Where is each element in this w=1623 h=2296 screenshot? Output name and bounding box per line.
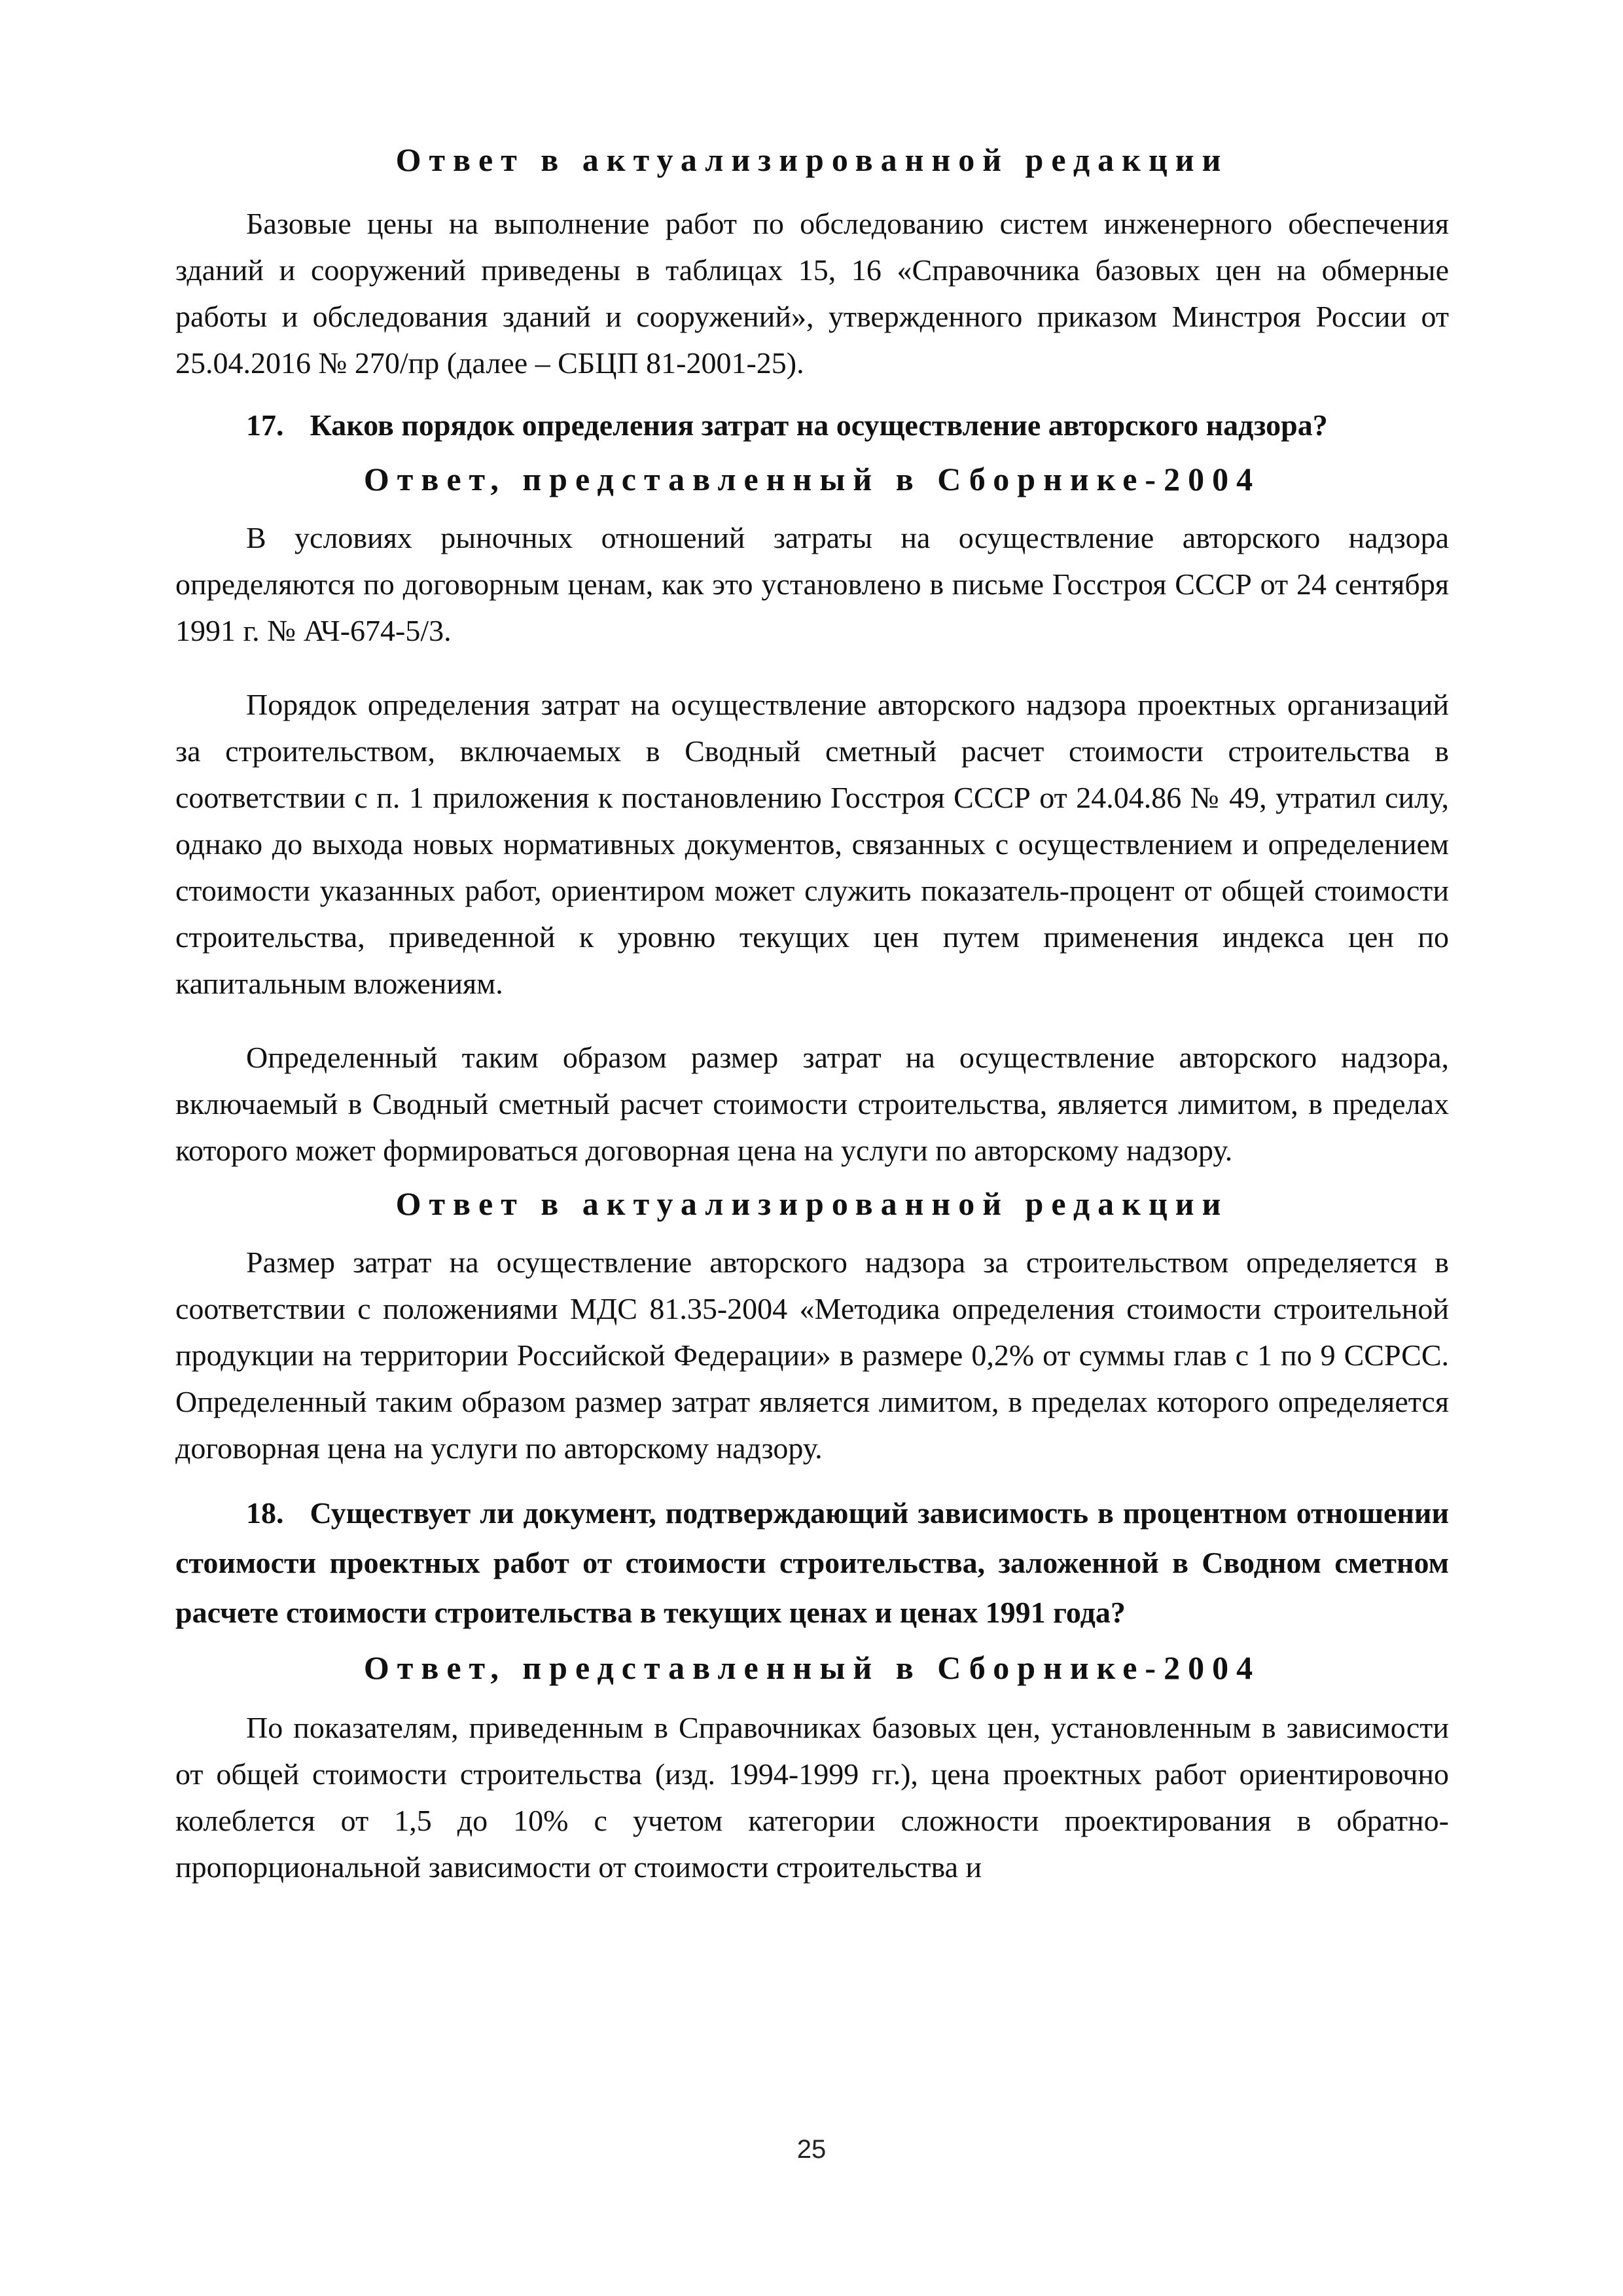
question-number: 18. bbox=[246, 1496, 284, 1530]
question-text: Существует ли документ, подтверждающий зависимость в процентном отношении стоимости проектных работ от стоимости строительства, заложенной в Сводном сметном расчете стоимости строительства в текущих ценах и ценах 1991 года? bbox=[175, 1496, 1449, 1629]
section-heading-updated: Ответ в актуализированной редакции bbox=[395, 1185, 1229, 1222]
question-number: 17. bbox=[246, 408, 284, 442]
paragraph: По показателям, приведенным в Справочниках базовых цен, установленным в зависимости от общей стоимости строительства (изд. 1994-1999 гг.), цена проектных работ ориентировочно колеблется от 1,5 до 10% с учетом категории сложности проектирования в обратно-пропорциональной зависимости от стоимости строительства и bbox=[175, 1711, 1449, 1884]
paragraph: Размер затрат на осуществление авторского надзора за строительством определяется в соответствии с положениями МДС 81.35-2004 «Методика определения стоимости строительной продукции на территории Российской Федерации» в размере 0,2% от суммы глав с 1 по 9 ССРСС. Определенный таким образом размер затрат является лимитом, в пределах которого определяется договорная цена на услуги по авторскому надзору. bbox=[175, 1246, 1449, 1465]
paragraph: В условиях рыночных отношений затраты на осуществление авторского надзора определяются по договорным ценам, как это установлено в письме Госстроя СССР от 24 сентября 1991 г. № АЧ-674-5/3. bbox=[175, 521, 1449, 647]
paragraph: Определенный таким образом размер затрат на осуществление авторского надзора, включаемый в Сводный сметный расчет стоимости строительства, является лимитом, в пределах которого может формироваться договорная цена на услуги по авторскому надзору. bbox=[175, 1041, 1449, 1167]
paragraph: Порядок определения затрат на осуществление авторского надзора проектных организаций за строительством, включаемых в Сводный сметный расчет стоимости строительства в соответствии с п. 1 приложения к постановлению Госстроя СССР от 24.04.86 № 49, утратил силу, однако до выхода новых нормативных документов, связанных с осуществлением и определением стоимости указанных работ, ориентиром может служить показатель-процент от общей стоимости строительства, приведенной к уровню текущих цен путем применения индекса цен по капитальным вложениям. bbox=[175, 688, 1449, 1000]
section-heading-updated: Ответ в актуализированной редакции bbox=[395, 141, 1229, 178]
page-content bbox=[175, 139, 1449, 1890]
page-number: 25 bbox=[796, 2135, 827, 2164]
paragraph: Базовые цены на выполнение работ по обследованию систем инженерного обеспечения зданий и сооружений приведены в таблицах 15, 16 «Справочника базовых цен на обмерные работы и обследования зданий и сооружений», утвержденного приказом Минстроя России от 25.04.2016 № 270/пр (далее – СБЦП 81-2001-25). bbox=[175, 207, 1449, 380]
question-17 bbox=[175, 401, 1449, 450]
question-18 bbox=[175, 1488, 1449, 1638]
section-heading-collection-2004: Ответ, представленный в Сборнике-2004 bbox=[363, 1649, 1261, 1686]
question-text: Каков порядок определения затрат на осуществление авторского надзора? bbox=[310, 408, 1328, 442]
section-heading-collection-2004: Ответ, представленный в Сборнике-2004 bbox=[363, 461, 1261, 497]
